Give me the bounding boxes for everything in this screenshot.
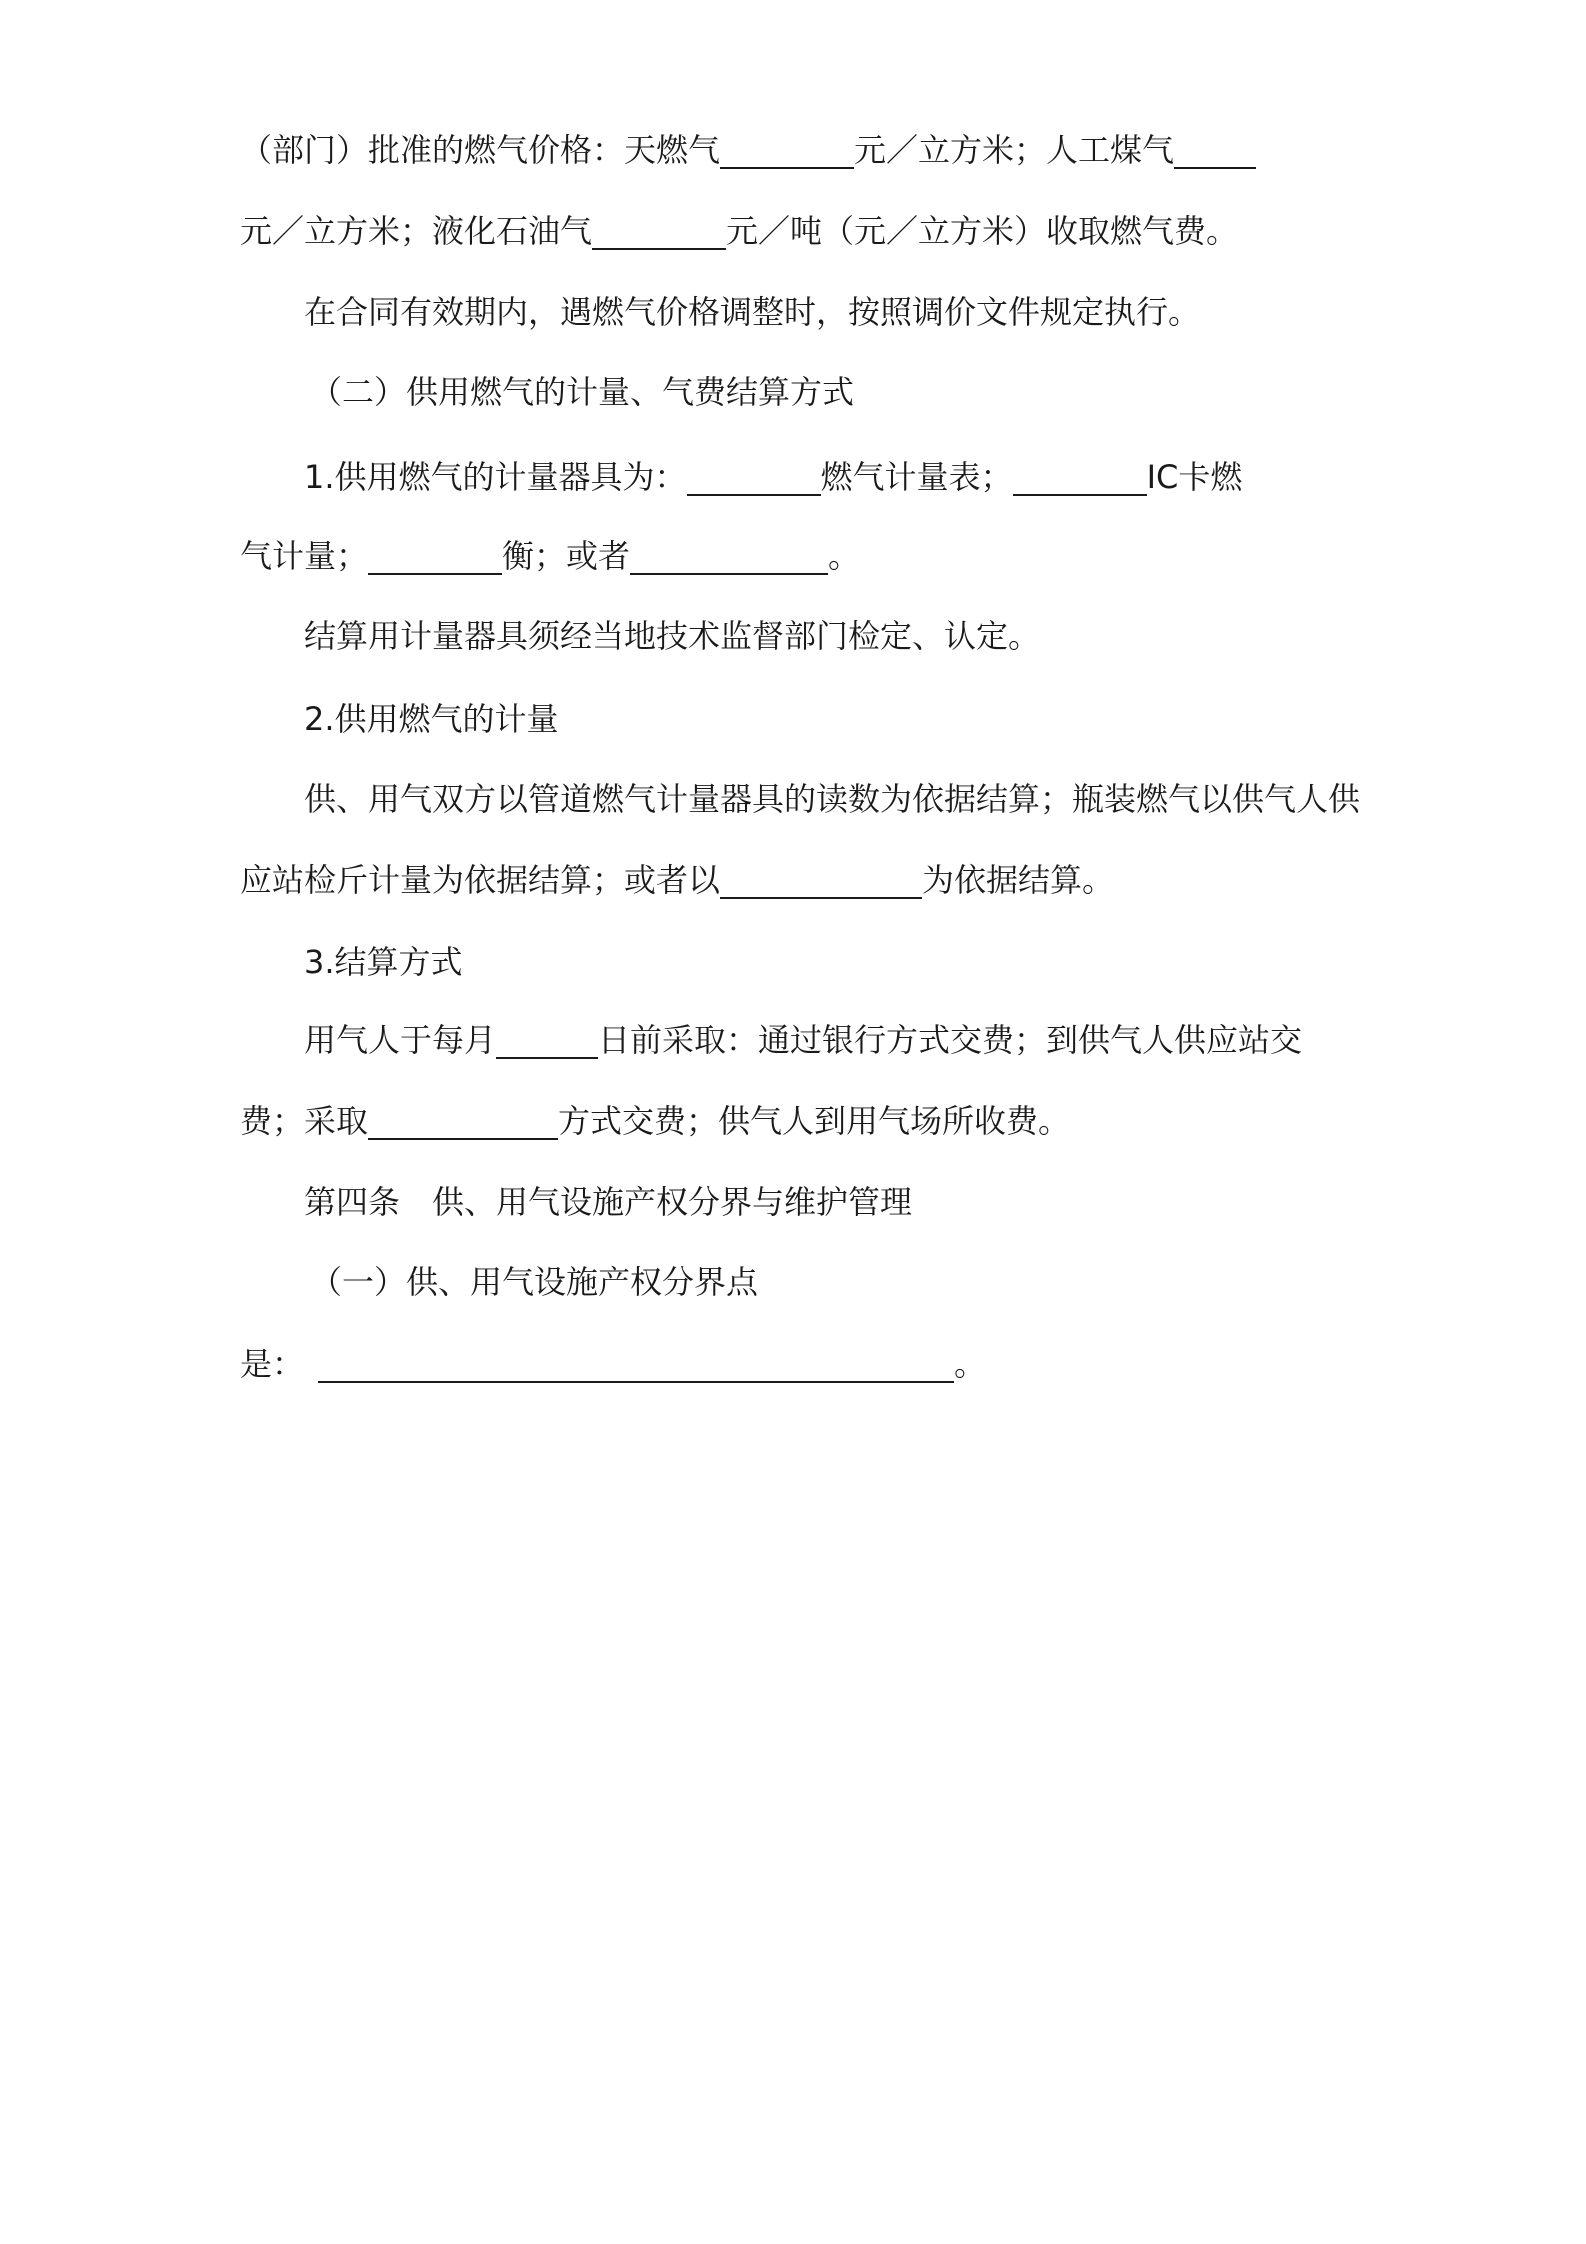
blank-meter-type-2[interactable] — [1013, 464, 1147, 496]
section-heading-boundary: （一）供、用气设施产权分界点 — [310, 1263, 759, 1301]
paragraph-gas-price: （部门）批准的燃气价格：天燃气 元／立方米；人工煤气 — [240, 128, 1350, 172]
blank-meter-type-1[interactable] — [687, 464, 821, 496]
paragraph-boundary-point: 是： 。 — [240, 1345, 987, 1383]
blank-meter-type-3[interactable] — [368, 543, 502, 575]
blank-payment-day[interactable] — [496, 1027, 598, 1059]
blank-natural-gas-price[interactable] — [720, 137, 854, 169]
blank-lpg-price[interactable] — [592, 218, 726, 250]
paragraph-metering-basis-cont: 应站检斤计量为依据结算；或者以 为依据结算。 — [240, 861, 1115, 899]
blank-settlement-basis[interactable] — [720, 867, 922, 899]
article-heading-4: 第四条 供、用气设施产权分界与维护管理 — [304, 1183, 913, 1221]
blank-meter-type-other[interactable] — [630, 543, 828, 575]
paragraph-price-adjustment: 在合同有效期内，遇燃气价格调整时，按照调价文件规定执行。 — [304, 293, 1201, 331]
paragraph-payment-method: 费；采取 方式交费；供气人到用气场所收费。 — [240, 1102, 1071, 1140]
paragraph-payment-date: 用气人于每月 日前采取：通过银行方式交费；到供气人供应站交 — [304, 1021, 1303, 1059]
blank-payment-method[interactable] — [368, 1108, 558, 1140]
subheading-metering: 2.供用燃气的计量 — [304, 700, 559, 738]
paragraph-gas-price-cont: 元／立方米；液化石油气 元／吨（元／立方米）收取燃气费。 — [240, 212, 1239, 250]
paragraph-meter-certification: 结算用计量器具须经当地技术监督部门检定、认定。 — [304, 617, 1041, 655]
section-heading-metering: （二）供用燃气的计量、气费结算方式 — [310, 373, 855, 411]
subheading-settlement: 3.结算方式 — [304, 943, 463, 981]
blank-coal-gas-price[interactable] — [1174, 137, 1256, 169]
paragraph-meter-type: 1.供用燃气的计量器具为： 燃气计量表； IC卡燃 — [304, 458, 1243, 496]
paragraph-meter-type-cont: 气计量； 衡；或者 。 — [240, 537, 861, 575]
paragraph-metering-basis: 供、用气双方以管道燃气计量器具的读数为依据结算；瓶装燃气以供气人供 — [304, 780, 1361, 818]
blank-boundary-point[interactable] — [318, 1351, 954, 1383]
